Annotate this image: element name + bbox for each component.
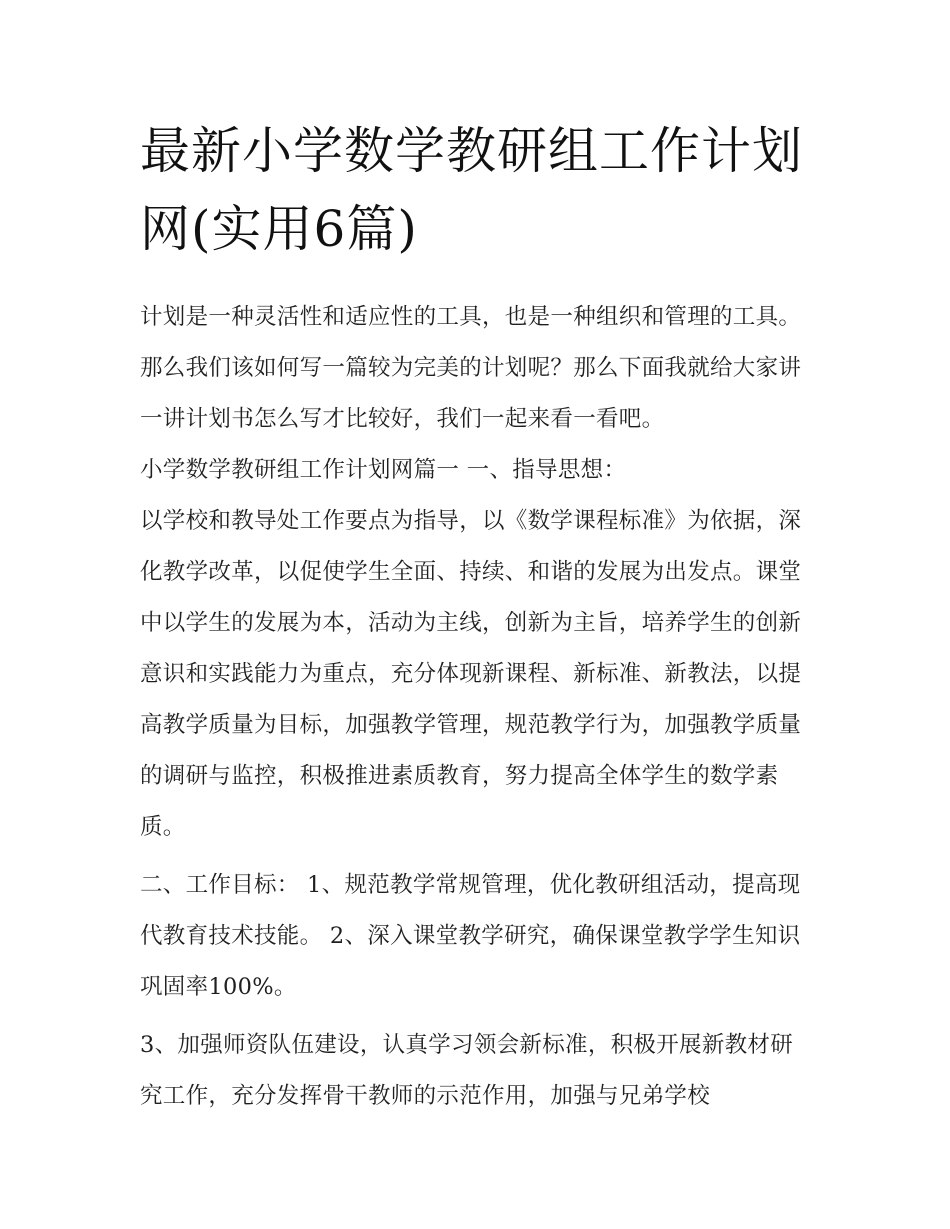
document-title: 最新小学数学教研组工作计划网(实用6篇)	[140, 122, 803, 258]
document-body	[140, 292, 812, 1122]
section-heading-paragraph: 小学数学教研组工作计划网篇一 一、指导思想：	[140, 457, 627, 483]
intro-paragraph: 计划是一种灵活性和适应性的工具，也是一种组织和管理的工具。那么我们该如何写一篇较为完美的计划呢？那么下面我就给大家讲一讲计划书怎么写才比较好，我们一起来看一看吧。	[140, 304, 802, 432]
guiding-ideology-paragraph: 以学校和教导处工作要点为指导，以《数学课程标准》为依据，深化教学改革，以促使学生全面、持续、和谐的发展为出发点。课堂中以学生的发展为本，活动为主线，创新为主旨，培养学生的创新意识和实践能力为重点，充分体现新课程、新标准、新教法，以提高教学质量为目标，加强教学管理，规范教学行为，加强教学质量的调研与监控，积极推进素质教育，努力提高全体学生的数学素质。	[140, 508, 802, 840]
document-page	[140, 112, 812, 1122]
work-goals-paragraph: 二、工作目标： 1、规范教学常规管理，优化教研组活动，提高现代教育技术技能。 2、深入课堂教学研究，确保课堂教学学生知识巩固率100%。	[140, 872, 801, 1000]
teacher-team-paragraph: 3、加强师资队伍建设，认真学习领会新标准，积极开展新教材研究工作，充分发挥骨干教师的示范作用，加强与兄弟学校	[140, 1032, 794, 1109]
